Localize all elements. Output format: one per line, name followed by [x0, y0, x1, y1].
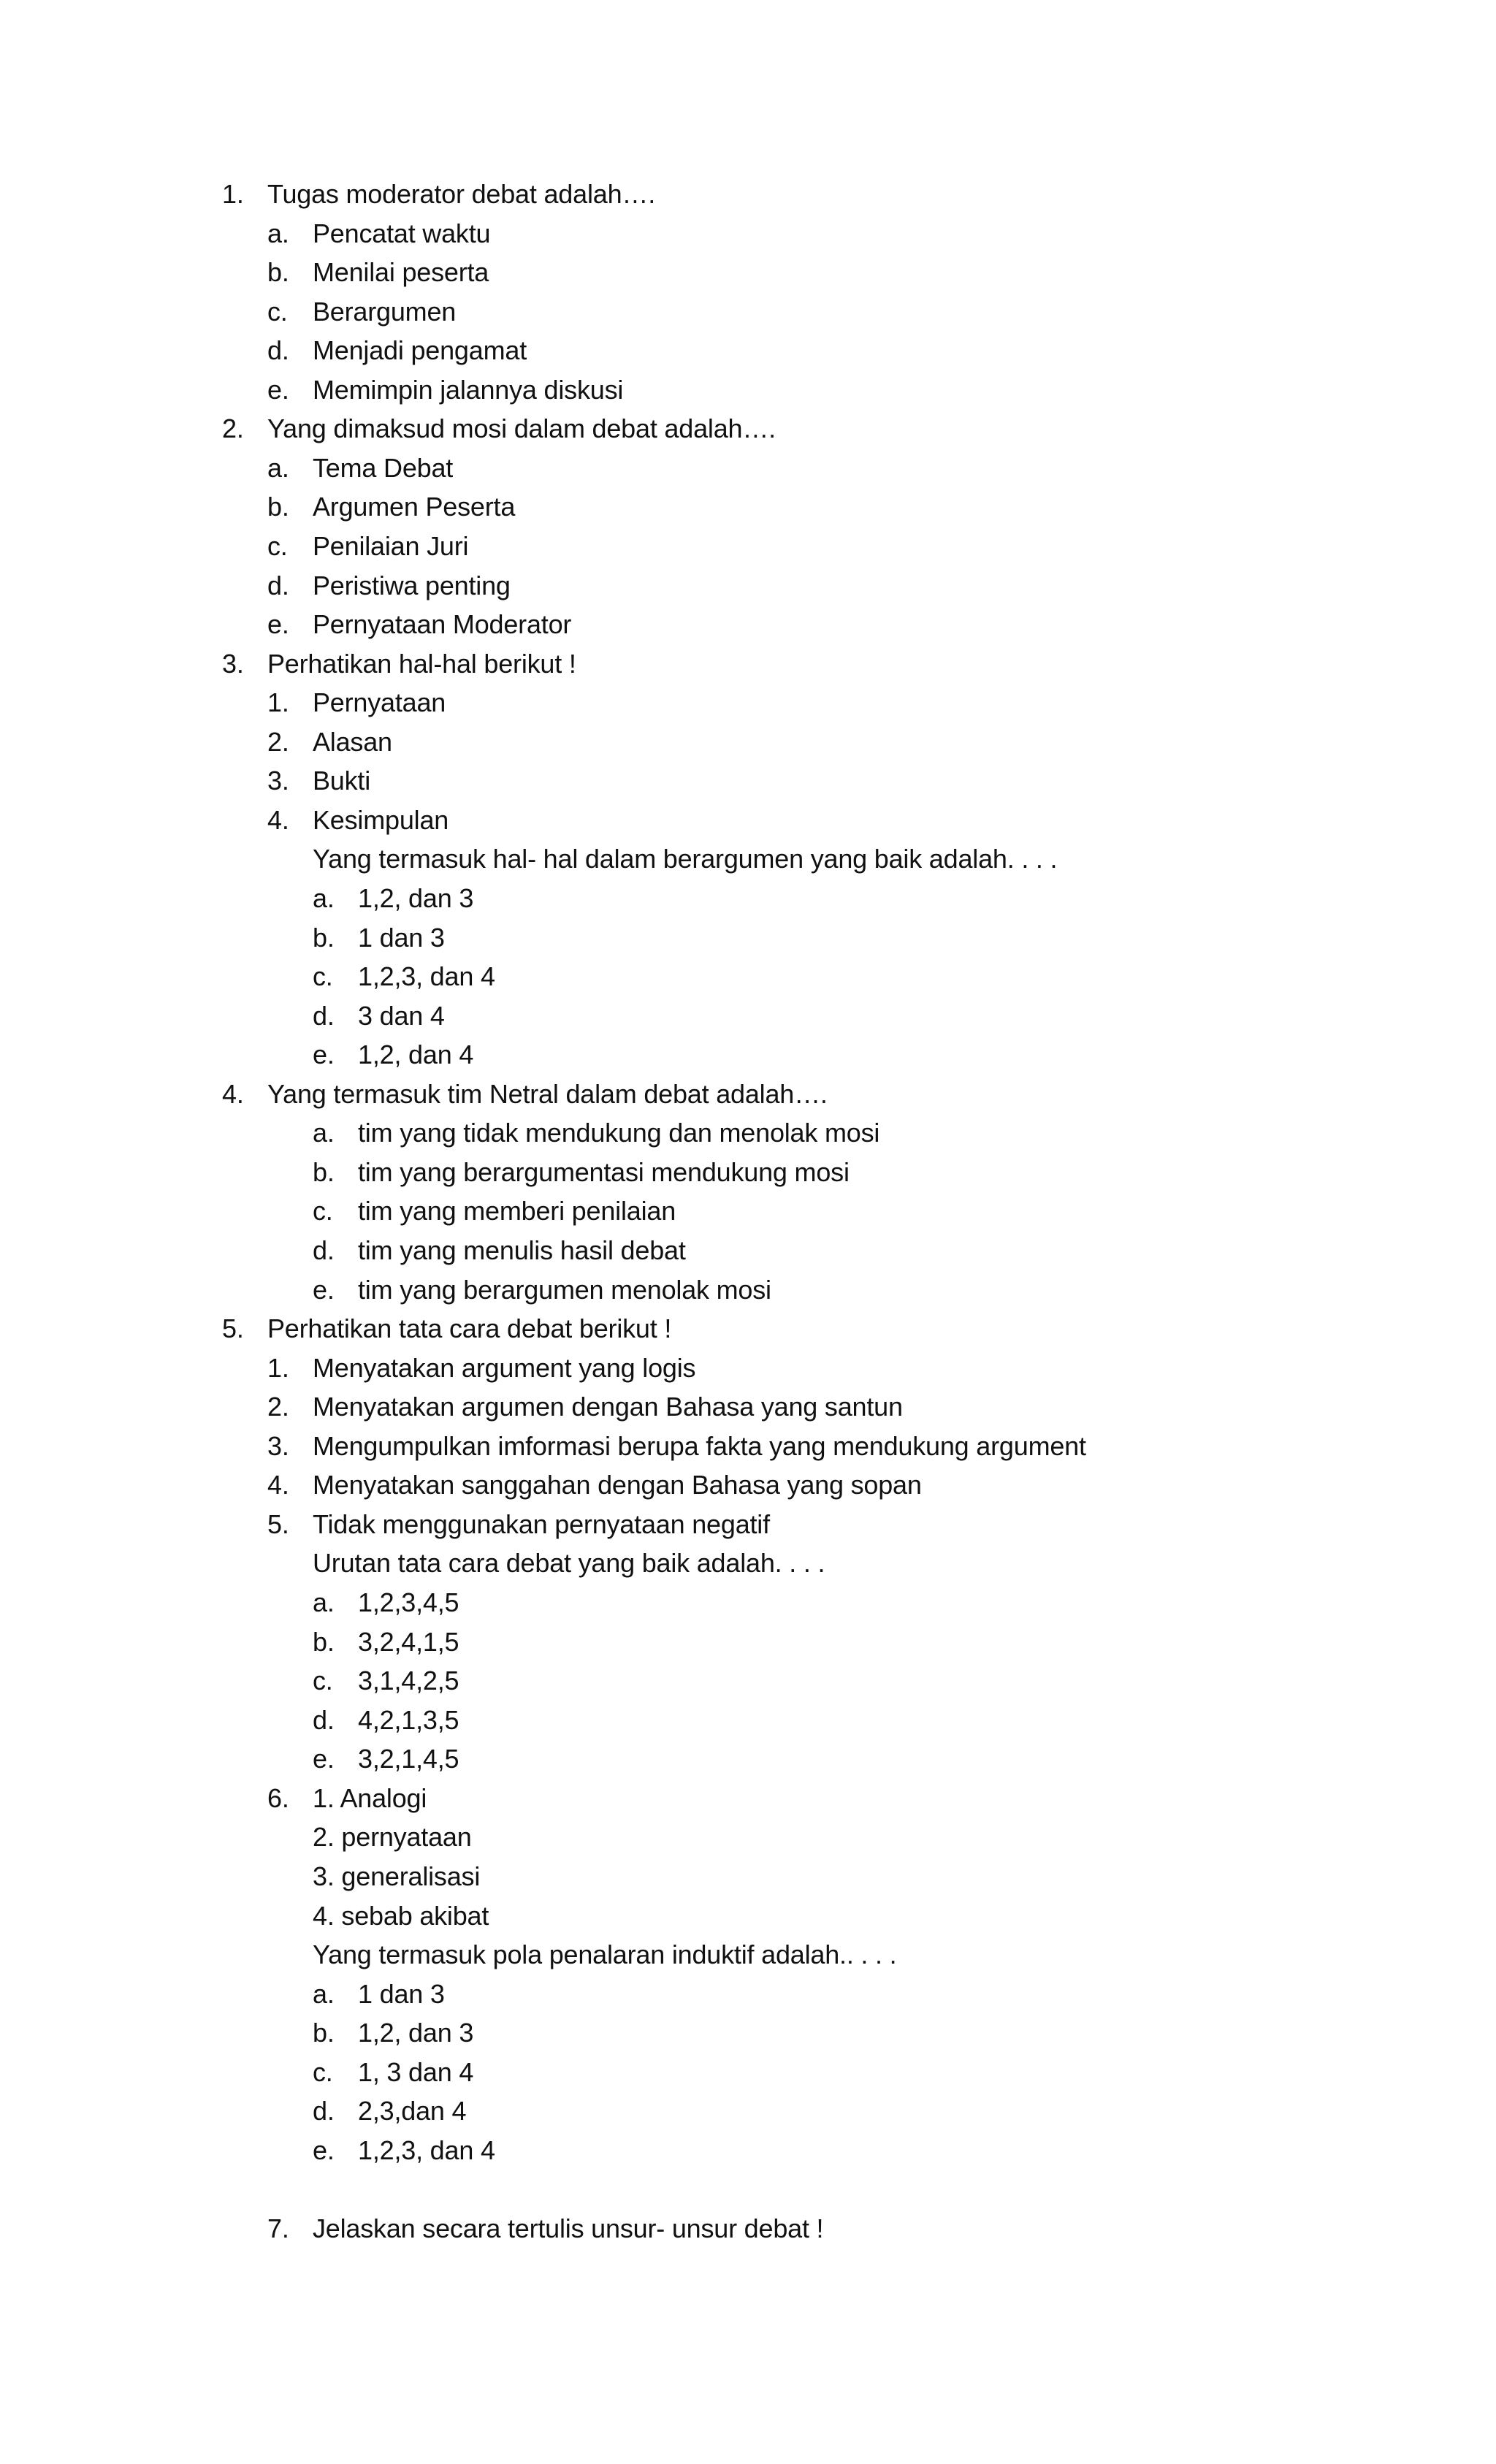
option-text: Argumen Peserta — [313, 492, 516, 522]
question-number: 7. — [267, 2213, 289, 2243]
statement-text: Menyatakan argumen dengan Bahasa yang santun — [313, 1392, 903, 1422]
question-number: 1. — [222, 179, 244, 209]
question-text: Perhatikan hal-hal berikut ! — [267, 649, 576, 679]
statement-text: Pernyataan — [313, 687, 446, 717]
option-text: 1 dan 3 — [358, 923, 445, 953]
option-letter: b. — [313, 923, 335, 953]
statement-text: Mengumpulkan imformasi berupa fakta yang mendukung argument — [313, 1431, 1086, 1461]
option-letter: c. — [267, 297, 288, 327]
option-text: 3 dan 4 — [358, 1001, 445, 1031]
statement-text: Kesimpulan — [313, 805, 449, 835]
question-number: 2. — [222, 413, 244, 443]
option-letter: a. — [267, 453, 289, 483]
statement-number: 3. — [267, 766, 289, 796]
statement-number: 4. — [267, 1470, 289, 1500]
option-text: Memimpin jalannya diskusi — [313, 375, 624, 405]
statement-text: Alasan — [313, 727, 392, 757]
option-letter: a. — [313, 1118, 335, 1148]
option-letter: c. — [313, 1196, 333, 1226]
option-letter: b. — [313, 1627, 335, 1657]
option-text: tim yang menulis hasil debat — [358, 1235, 686, 1265]
option-letter: c. — [313, 961, 333, 991]
option-text: tim yang berargumen menolak mosi — [358, 1275, 771, 1305]
option-letter: e. — [267, 375, 289, 405]
question-number: 6. — [267, 1783, 289, 1813]
option-letter: d. — [267, 335, 289, 365]
statement-text: Tidak menggunakan pernyataan negatif — [313, 1509, 770, 1539]
option-text: tim yang tidak mendukung dan menolak mosi — [358, 1118, 880, 1148]
option-letter: c. — [313, 2057, 333, 2087]
question-number: 5. — [222, 1313, 244, 1343]
option-letter: d. — [313, 1705, 335, 1735]
statement-text: 4. sebab akibat — [313, 1901, 489, 1931]
option-letter: d. — [313, 2096, 335, 2126]
option-text: 3,1,4,2,5 — [358, 1666, 459, 1696]
question-text: Perhatikan tata cara debat berikut ! — [267, 1313, 672, 1343]
statement-text: Bukti — [313, 766, 371, 796]
option-text: 3,2,4,1,5 — [358, 1627, 459, 1657]
option-text: Penilaian Juri — [313, 531, 469, 561]
option-letter: e. — [313, 2135, 335, 2165]
option-text: 1,2, dan 4 — [358, 1040, 474, 1069]
statement-text: 2. pernyataan — [313, 1822, 472, 1852]
option-text: 2,3,dan 4 — [358, 2096, 467, 2126]
option-text: 1 dan 3 — [358, 1979, 445, 2009]
option-text: Tema Debat — [313, 453, 454, 483]
prompt-text: Yang termasuk hal- hal dalam berargumen yang baik adalah. . . . — [313, 844, 1058, 874]
option-text: Pencatat waktu — [313, 218, 491, 248]
statement-text: Menyatakan sanggahan dengan Bahasa yang sopan — [313, 1470, 922, 1500]
statement-text: 3. generalisasi — [313, 1861, 481, 1891]
option-text: 1, 3 dan 4 — [358, 2057, 474, 2087]
question-text: Yang termasuk tim Netral dalam debat adalah…. — [267, 1079, 828, 1109]
option-letter: e. — [267, 609, 289, 639]
question-number: 3. — [222, 649, 244, 679]
option-letter: b. — [267, 257, 289, 287]
option-text: Menjadi pengamat — [313, 335, 527, 365]
option-text: 1,2,3, dan 4 — [358, 2135, 495, 2165]
statement-number: 1. — [267, 1353, 289, 1383]
statement-number: 3. — [267, 1431, 289, 1461]
option-text: 1,2,3,4,5 — [358, 1587, 459, 1617]
option-letter: a. — [313, 1587, 335, 1617]
prompt-text: Urutan tata cara debat yang baik adalah. . . . — [313, 1548, 825, 1578]
question-number: 4. — [222, 1079, 244, 1109]
option-text: 3,2,1,4,5 — [358, 1744, 459, 1774]
option-text: tim yang berargumentasi mendukung mosi — [358, 1157, 850, 1187]
option-letter: c. — [313, 1666, 333, 1696]
option-text: 1,2, dan 3 — [358, 2018, 474, 2048]
option-letter: c. — [267, 531, 288, 561]
option-letter: d. — [313, 1235, 335, 1265]
option-text: 1,2, dan 3 — [358, 883, 474, 913]
option-letter: a. — [313, 883, 335, 913]
option-text: Pernyataan Moderator — [313, 609, 572, 639]
option-letter: a. — [267, 218, 289, 248]
statement-number: 5. — [267, 1509, 289, 1539]
statement-text: 1. Analogi — [313, 1783, 427, 1813]
option-letter: e. — [313, 1275, 335, 1305]
option-letter: b. — [313, 2018, 335, 2048]
option-text: 4,2,1,3,5 — [358, 1705, 459, 1735]
question-text: Tugas moderator debat adalah…. — [267, 179, 655, 209]
question-text: Jelaskan secara tertulis unsur- unsur debat ! — [313, 2213, 824, 2243]
statement-text: Menyatakan argument yang logis — [313, 1353, 696, 1383]
option-text: 1,2,3, dan 4 — [358, 961, 495, 991]
option-letter: e. — [313, 1744, 335, 1774]
statement-number: 4. — [267, 805, 289, 835]
prompt-text: Yang termasuk pola penalaran induktif adalah.. . . . — [313, 1939, 897, 1969]
option-text: Berargumen — [313, 297, 457, 327]
option-letter: b. — [267, 492, 289, 522]
option-letter: a. — [313, 1979, 335, 2009]
question-text: Yang dimaksud mosi dalam debat adalah…. — [267, 413, 776, 443]
option-text: Peristiwa penting — [313, 571, 511, 600]
statement-number: 2. — [267, 1392, 289, 1422]
statement-number: 1. — [267, 687, 289, 717]
option-text: tim yang memberi penilaian — [358, 1196, 676, 1226]
option-letter: e. — [313, 1040, 335, 1069]
option-letter: d. — [267, 571, 289, 600]
statement-number: 2. — [267, 727, 289, 757]
option-letter: b. — [313, 1157, 335, 1187]
option-text: Menilai peserta — [313, 257, 489, 287]
option-letter: d. — [313, 1001, 335, 1031]
